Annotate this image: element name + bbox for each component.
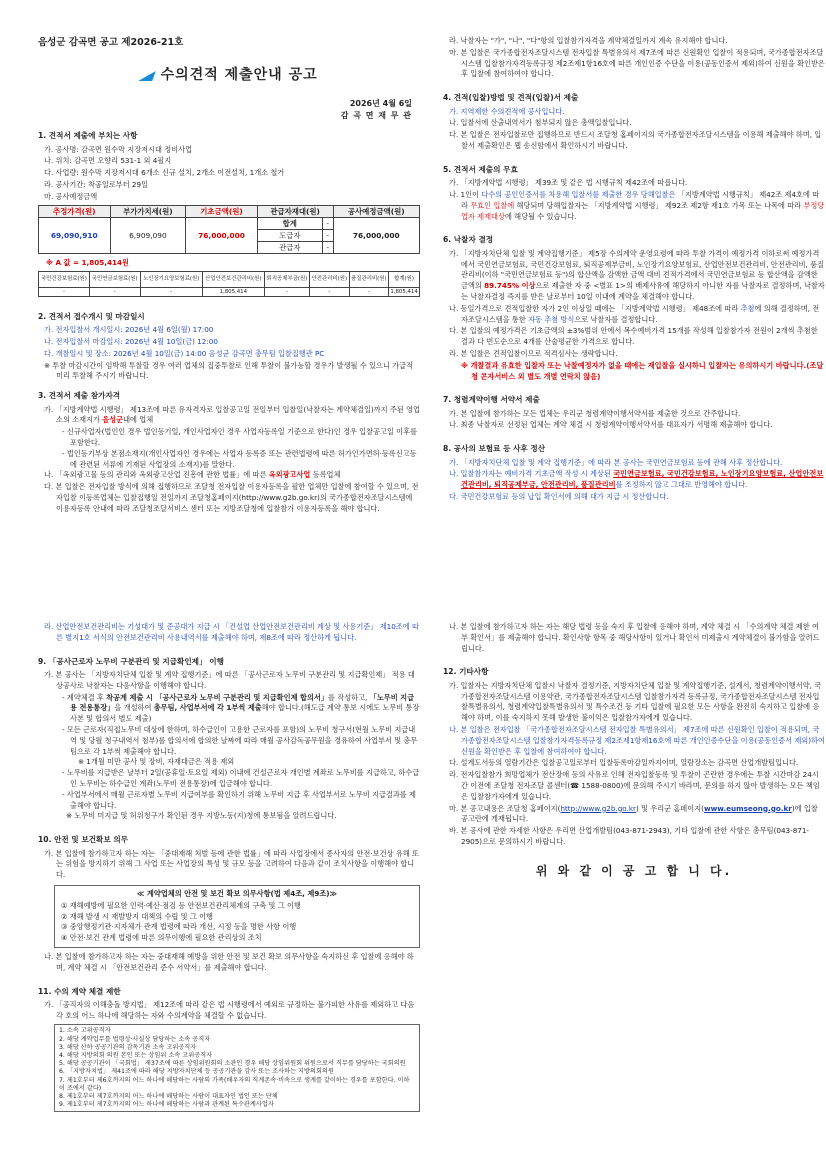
- price-table: [38, 205, 420, 254]
- section-11-heading: 11. 수의 계약 체결 제한: [38, 986, 121, 996]
- s10-box-item: ③ 중앙행정기관·지자체가 관계 법령에 따라 개선, 시정 등을 명한 사항 이행: [61, 922, 297, 932]
- left-column-top: [38, 36, 420, 516]
- s11-item: 가. 「공직자의 이해충돌 방지법」 제12조에 따라 같은 법 시행령에서 예외로 규정하는 불가피한 사유를 제외하고 다음 각 호의 어느 하나에 해당하는 자와 수의계약을 체결할 수 없습니다.: [44, 999, 415, 1020]
- section-2-heading: 2. 견적서 접수개시 및 마감일시: [38, 311, 145, 321]
- a-cell: -: [349, 287, 389, 296]
- s11-list-item: 2. 해당 계약업무를 법령상·사실상 담당하는 소속 공직자: [59, 1035, 211, 1043]
- s6-b2: 에 의해 결정하며, 전자조달시스템을 통한: [461, 303, 820, 324]
- base-price: 76,000,000: [186, 217, 258, 253]
- s6-item: 라. 본 입찰은 견적입찰이므로 적격심사는 생략합니다.: [449, 348, 618, 358]
- s3-item-a: [44, 405, 420, 427]
- s2-note: ※ 투찰 마감시간이 임박해 투찰할 경우 여러 업체의 집중투찰로 인해 투찰이 불가능할 경우가 발생될 수 있으니 가급적 미리 투찰해 주시기 바랍니다.: [44, 360, 413, 381]
- s3-b-text: 나. 「옥외광고물 등의 관리와 옥외광고산업 진흥에 관한 법률」에 따른: [44, 470, 269, 480]
- s9-1e: 해야 합니다.(해도급 계약 통보 시에도 노무비 통장사본 및 합의서 별도 제출): [70, 703, 420, 724]
- s6-b3: 으로 낙찰자를 결정합니다.: [574, 314, 658, 324]
- s11-list-item: 1. 소속 고위공직자: [59, 1027, 111, 1035]
- s7-item: 가. 본 입찰에 참가하는 모든 업체는 우리군 청렴계약이행서약서를 제출한 것으로 간주합니다.: [449, 408, 741, 418]
- s11-list-item: 6. 「지방자치법」 제41조에 따라 해당 지방자치단체 등 공공기관을 감사 또는 조사하는 지방의회의원: [59, 1068, 334, 1076]
- right-column-bottom: [443, 622, 825, 880]
- s4-a: 가. 지역제한 수의견적에 공사입니다.: [449, 106, 565, 116]
- s10-item: 나. 본 입찰에 참가하고자 하는 자는 중대재해 예방을 위한 안전 및 보건 확보 의무사항을 숙지하신 후 입찰에 응해야 하며, 계약 체결 시 「안전보건관리 준수 서약서」를 제출해야 합니다.: [44, 951, 414, 972]
- s8-item: 다. 국민건강보험료 등의 납입 확인서에 의해 대가 지급 시 정산합니다.: [449, 492, 669, 502]
- s1-item: 마. 공사예정금액: [44, 191, 98, 201]
- price-header: 부가가치세(원): [110, 205, 186, 217]
- page-title: 수의견적 제출안내 공고: [160, 67, 318, 84]
- s6-b-hl2: 자동 추첨 방식: [528, 314, 575, 324]
- s1-item: 나. 위치: 감곡면 오향리 531-1 외 4필지: [44, 156, 172, 166]
- a-header: 퇴직공제부금(원): [264, 271, 309, 287]
- a-cell: -: [310, 287, 350, 296]
- s3-item-ra: 라. 낙찰자는 "가", "나", "다"항의 입찰참가자격을 계약체결일까지 계속 유지해야 합니다.: [449, 36, 728, 45]
- s9-sub-note: ※ 1개월 미만 공사 및 장비, 자재대금은 적용 제외: [78, 757, 235, 767]
- s7-item: 나. 최종 낙찰자로 선정된 업체는 계약 체결 시 청렴계약이행서약서를 대표자가 서명해 제출해야 합니다.: [449, 420, 773, 430]
- s3-item-ma: 마. 본 입찰은 국가종합전자조달시스템 전자입찰 특별유의서 제7조에 따른 신원확인 입찰이 적용되며, 국가종합전자조달시스템 입찰참가자격등록규정 제2조제1항16호에 따른 개인인증 수단을 이용(공동인증서 제외)하여 신원을 확인받은 후 입찰에 참여하여야 합니다.: [449, 47, 825, 79]
- estimated-price: 69,090,910: [39, 217, 111, 253]
- s6-note: ※ 개찰결과 유효한 입찰자 또는 낙찰예정자가 없을 때에는 재입찰을 실시하니 입찰자는 유의하시기 바랍니다.(조달청 콘자서비스 외 별도 개별 연락치 않음): [461, 360, 824, 381]
- price-header: 공사예정금액(원): [333, 205, 419, 217]
- a-header: 품질관리비(원): [349, 271, 389, 287]
- title-row: [38, 65, 420, 86]
- s3-sub: - 신규사업자(법인인 경우 법인등기일, 개인사업자인 경우 사업자등록일 기준으로 한다)인 경우 입찰공고일 이후를 포함한다.: [62, 427, 418, 448]
- s5-b-hl1: 다수의 공인인증서를 차용해 입찰서를 제출한 경우 당해입찰은: [481, 189, 676, 199]
- s12-item: 가. 입찰자는 지방자치단체 입찰시 낙찰자 결정기준, 지방자치단체 입찰 및 계약집행기준, 설계서, 청렴계약이행서약, 국가종합전자조달시스템 이용약관, 국가종합전자조달시스템 입찰참가자격 등록규정, 국가종합전자조달시스템 전자입찰특별유의서, 청렴계약입찰특별유의서 및 특수조건 등 기타 입찰에 필요한 모든 사항을 완전히 숙지하고 입찰에 응해야 하며, 이를 숙지하지 못해 발생한 불이익은 입찰참가자에게 있습니다.: [449, 680, 822, 723]
- section-3-heading: 3. 견적서 제출 참가자격: [38, 391, 121, 401]
- s10-item: 가. 본 입찰에 참가하고자 하는 자는 「중대재해 처벌 등에 관한 법률」에 따라 사업장에서 종사자의 안전·보건상 유해 또는 위험을 방지하기 위해 그 사업 또는 사업장의 특성 및 규모 등을 고려하여 다음과 같이 조치사항을 이행해야 합니다.: [44, 848, 419, 880]
- s1-item: 다. 사업량: 원수막 지장저시대 6개소 신규 설치, 2개소 이전설치, 1개소 철거: [44, 168, 285, 178]
- s9-1d: 을 개설하여: [114, 703, 154, 713]
- section-12-heading: 12. 기타사항: [443, 667, 489, 677]
- s10-obligation-box: [54, 885, 420, 948]
- s6-item-a: [449, 249, 825, 303]
- left-column-bottom: [38, 622, 420, 1112]
- s11-list-item: 5. 해당 공공기관이 「국회법」 제37조에 따른 상임위원회의 소관인 경우 해당 상임위원회 위원으로서 직무를 담당하는 국회의원: [59, 1060, 406, 1068]
- g2b-link[interactable]: http://www.g2b.go.kr: [560, 803, 636, 813]
- vat: 6,909,090: [110, 217, 186, 253]
- s12-item: 라. 전자입찰참가 희망업체가 전산장애 등의 사유로 인해 전자입찰등록 및 투찰이 곤란한 경우에는 투찰 시간마감 24시간 이전에 조달청 전자조달 콜센터(☎ 1588-0800)에 문의해 주시기 바라며, 문의를 하지 않아 발생하는 모든 책임은 입찰참가자에게 있습니다.: [449, 770, 820, 801]
- s5-b-hl3: 부정당업자 제재대상: [461, 200, 825, 221]
- s6-b1: 나. 동일가격으로 견적입찰한 자가 2인 이상일 때에는 「지방계약법 시행령」 제48조에 따라: [449, 303, 741, 313]
- s8-item: 가. 「지방자치단체 입찰 및 계약 집행기준」에 따라 본 공사는 국민연금보험료 등에 관해 사후 정산합니다.: [449, 457, 783, 467]
- a-cell: 1,805,414: [202, 287, 264, 296]
- a-header: 국민건강보험료(원): [39, 271, 90, 287]
- s6-b-hl: 추첨: [740, 303, 755, 313]
- s2-item: 다. 개찰일시 및 장소: 2026년 4월 10일(금) 14:00 음성군 감곡면 총무팀 입찰집행관 PC: [44, 348, 325, 358]
- s8-b-hl: 국민연금보험료, 국민건강보험료, 노인장기요양보험료, 산업안전보건관리비, 퇴직공제부금, 안전관리비, 품질관리비: [461, 469, 824, 490]
- s11-list-item: 3. 해당 산하 공공기관의 감독기관 소속 고위공직자: [59, 1043, 197, 1051]
- s3-b-tail: 등록업체: [310, 470, 341, 480]
- section-10-heading: 10. 안전 및 보건확보 의무: [38, 835, 129, 845]
- s12-e3: )에 입찰 공고란에 게재됩니다.: [461, 803, 818, 824]
- price-header: 추정가격(원): [39, 205, 111, 217]
- s10-box-item: ④ 안전·보건 관계 법령에 따른 의무이행에 필요한 관리상의 조치: [61, 933, 262, 943]
- s8-item-ra: 라. 산업안전보건관리비는 기성대가 및 준공대가 지급 시 「건설업 산업안전보건관리비 계상 및 사용기준」 제10조에 따른 별지1호 서식의 안전보건관리비 사용내역서를 제출해야 하며, 제8조에 따라 정산하게 됩니다.: [44, 622, 419, 642]
- title-logo-icon: [139, 71, 157, 81]
- s9-sub: - 노무비를 지급받은 날부터 2일(공휴일·토요일 제외) 이내에 건설근로자 개인별 계좌로 노무비를 지급하고, 하수급인 노무비는 하수급인 계좌(노무비 전용통장)에 입금해야 합니다.: [62, 768, 420, 788]
- s11-list-item: 4. 해당 지방의회 의원 본인 또는 상임위 소속 고위공직자: [59, 1052, 213, 1060]
- s11-list-item: 8. 제1호부터 제7호까지의 어느 하나에 해당하는 사람이 대표자인 법인 또는 단체: [59, 1092, 278, 1100]
- s6-a-hl: 89.745% 이상: [484, 281, 536, 291]
- eumseong-link[interactable]: www.eumseong.go.kr: [703, 803, 792, 813]
- section-6-heading: 6. 낙찰자 결정: [443, 235, 494, 245]
- a-cell: -: [140, 287, 202, 296]
- s4-item: 나. 입찰서에 산출내역서가 첨부되지 않은 총액입찰입니다.: [449, 118, 632, 128]
- price-header: 기초금액(원): [186, 205, 258, 217]
- s9-note: ※ 노무비 미지급 및 허위청구가 확인된 경우 지방노동(지)청에 통보됨을 알려드립니다.: [66, 811, 337, 821]
- s11-list-item: 7. 제1호부터 제6호까지의 어느 하나에 해당하는 사람의 가족(배우자의 직계존속·비속으로 생계를 같이하는 경우를 포함한다. 이하 이 조에서 같다): [59, 1076, 410, 1092]
- s12-e2: ) 및 우리군 홈페이지(: [635, 803, 704, 813]
- section-1-heading: 1. 견적서 제출에 부치는 사항: [38, 131, 138, 141]
- s6-a1: 가. 「지방자치단체 입찰 및 계약집행기준」 제5장 수의계약 운영요령에 따라 투찰 가격이 예정가격 이하로써 예정가격에서 국민연금보험료, 국민건강보험료, 퇴직공제부금비, 노인장기요양보험료, 산업안전보건관리비, 안전관리비, 품질관리비(이하 "국민연금보험료 등")의 합산액을 감액한 금액 대비 견적가격에서 국민연금보험료 등 합산액을 감액한 금액의: [449, 248, 824, 291]
- section-8-heading: 8. 공사의 보험료 등 사후 정산: [443, 444, 546, 454]
- planned-price: 76,000,000: [333, 217, 419, 253]
- s8-b1: 나. 입찰참가자는 예비가격 기초금액 작성 시 계상된: [449, 469, 614, 479]
- notice-number: 음성군 감곡면 공고 제2026-21호: [38, 37, 184, 48]
- s9-1b2: 「노무비 지급용 전용통장」: [70, 692, 415, 713]
- s9-sub: - 모든 근로자(직접노무비 대상에 한하며, 하수급인이 고용한 근로자를 포함)의 노무비 청구서(현월 노무비 지급내역 및 당월 청구내역서 첨부)를 합의서에 합의한 날짜에 따라 매월 공사감독공무원을 경유하여 사업부서 및 총무팀으로 각 1부씩 제출해야 합니다.: [62, 724, 418, 756]
- s8-item-b: [449, 469, 825, 491]
- s6-item: 다. 본 입찰의 예정가격은 기초금액의 ±3%범위 안에서 복수예비가격 15개를 작성해 입찰참가자 전원이 2개씩 추첨한 결과 다 빈도순으로 4개를 산술평균한 가격으로 합니다.: [449, 326, 818, 347]
- s9-1b3: 총무팀, 사업부서에 각 1부씩 제출: [153, 703, 262, 713]
- s3-item-b: [44, 470, 420, 481]
- s1-item: 라. 공사기간: 착공일로부터 29일: [44, 180, 149, 190]
- a-cell: -: [264, 287, 309, 296]
- gwangub-value: -: [322, 241, 333, 253]
- s9-item: 가. 본 공사는 「지방자치단체 입찰 및 계약 집행기준」에 따른 「공사근로자 노무비 구분관리 및 지급확인제」 적용 대상공사로 낙찰자는 다음사항을 이행해야 합니다.: [44, 669, 415, 690]
- s12-e1: 마. 본 공고내용은 조달청 홈페이지(: [449, 803, 561, 813]
- s6-item-b: [449, 304, 825, 326]
- s11-list-item: 9. 제1호부터 제7호까지의 어느 하나에 해당하는 사람과 관계된 특수관계사업자: [59, 1101, 274, 1109]
- s3-sub: - 법인등기부상 본점소재지(개인사업자인 경우에는 사업자 등록증 또는 관련법령에 따른 허가인가면허·등록신고등에 관련된 서류에 기재된 사업장의 소재지)를 말한다.: [62, 448, 417, 469]
- s12-item: 다. 설계도서등의 열람기간은 입찰공고일로부터 입찰등록마감일까지이며, 열람장소는 감곡면 산업개발팀입니다.: [449, 758, 799, 768]
- s9-1a: - 계약체결 후: [62, 692, 107, 702]
- a-cell: 1,805,414: [390, 288, 418, 295]
- s10-box-item: ① 재해예방에 필요한 인력·예산·점검 등 안전보건관리체계의 구축 및 그 이행: [61, 900, 301, 910]
- price-header: 관급자재대(원): [257, 205, 333, 217]
- a-value: ※ A 값 = 1,805,414원: [46, 258, 129, 268]
- s5-b-hl2: 무효인 입찰에: [470, 200, 515, 210]
- a-header: 산업안전보건관리비(원): [202, 271, 264, 287]
- s10-box-item: ② 재해 발생 시 재발방지 대책의 수립 및 그 이행: [61, 911, 213, 921]
- s9-sub-1: [62, 693, 420, 725]
- section-9-heading: 9. 「공사근로자 노무비 구분관리 및 지급확인제」 이행: [38, 656, 224, 666]
- s3-a-tail: 내에 업체: [123, 415, 154, 425]
- s9-1c: 를 작성하고,: [328, 692, 370, 702]
- s11-item-na: 나. 본 입찰에 참가하고자 하는 자는 해당 법령 등을 숙지 후 입찰에 응해야 하며, 계약 체결 시 「수의계약 체결 제한 여부 확인서」를 제출해야 합니다. 확인사항 항목 중 해당사항이 있거나 확인서 미제출시 계약체결이 불가함을 알려드립니다.: [449, 622, 820, 653]
- s5-b1: 나. 1인이: [449, 189, 482, 199]
- notice-issuer: 감 곡 면 재 무 관: [340, 111, 412, 121]
- right-column-top: [443, 36, 825, 504]
- closing-statement: 위 와 같 이 공 고 합 니 다.: [535, 863, 733, 878]
- s5-b2: 「지방계약법 시행규칙」 제42조 제4호에 따라: [461, 189, 820, 210]
- section-7-heading: 7. 청렴계약이행 서약서 제출: [443, 395, 540, 405]
- s2-item: 나. 전자입찰서 마감일시: 2026년 4월 10일(금) 12:00: [44, 337, 218, 347]
- s3-b-highlight: 옥외광고사업: [268, 470, 311, 480]
- a-header: 노인장기요양보험료(원): [140, 271, 202, 287]
- a-header: 안전관리비(원): [310, 271, 350, 287]
- sum-label: 합계: [257, 217, 322, 229]
- a-header: 국민연금보험료(원): [89, 271, 140, 287]
- s5-b4: 에 해당될 수 있습니다.: [504, 211, 577, 221]
- s5-b3: 해당되며 당해입찰자는 「지방계약법 시행령」 제92조 제2항 제1호 가목 또는 나목에 따라: [514, 200, 804, 210]
- section-4-heading: 4. 견적(입찰)방법 및 견적(입찰)서 제출: [443, 93, 579, 103]
- s11-restriction-list: [54, 1024, 420, 1112]
- a-cell: -: [39, 287, 90, 296]
- s4-item: 다. 본 입찰은 전자입찰로만 집행하므로 반드시 조달청 홈페이지의 국가종합전자조달시스템을 이용해 제출해야 하며, 입찰서 제출확인은 웹 송신함에서 확인하시기 바랍니다.: [449, 130, 822, 150]
- gwangub-label: 관급자: [257, 241, 322, 253]
- s12-item: 바. 본 공사에 관한 자세한 사항은 우리면 산업개발팀(043-871-2943), 기타 입찰에 관한 사항은 총무팀(043-871-2905)으로 문의하시기 바랍니다.: [449, 826, 810, 846]
- s9-1b1: 착공계 제출 시 「공사근로자 노무비 구분관리 및 지급확인제 합의서」: [106, 692, 329, 702]
- s10-box-title: ≪ 계약업체의 안전 및 보건 확보 의무사항(법 제4조, 제9조)≫: [136, 888, 338, 898]
- s6-a2: 으로 제출한 자 중 <별표 1>의 배제사유에 해당하지 아니한 자를 낙찰자로 결정하며, 낙찰자는 낙찰자결정 즉지를 받은 날로부터 10일 이내에 계약을 체결해야 합니다.: [461, 281, 825, 301]
- s3-a-text: 가. 「지방계약법 시행령」 제13조에 따른 유자격자로 입찰공고일 전일부터 입찰일(낙찰자는 계약체결일)까지 주된 영업소의 소재지가: [44, 404, 420, 425]
- a-value-table: [38, 271, 420, 297]
- s2-item: 가. 전자입찰서 개시일시: 2026년 4월 6일(월) 17:00: [44, 325, 214, 335]
- a-cell: -: [89, 287, 140, 296]
- dogub-value: -: [322, 229, 333, 241]
- s12-item: 나. 본 입찰은 전자입찰 「국가종합전자조달시스템 전자입찰 특별유의서」 제7조에 따른 신원확인 입찰이 적용되며, 국가종합전자조달시스템 입찰참가자격등록규정 제2조제1항제16호에 따른 개인인증수단을 이용(공동인증서 제외)하여 신원을 확인받은 후 입찰에 참여하여야 합니다.: [449, 724, 825, 756]
- s3-item-c: 다. 본 입찰은 전자입찰 방식에 의해 집행하므로 조달청 전자입찰 이용자등록을 필한 업체만 입찰에 참여할 수 있으며, 전자입찰 이등록업체는 입찰집행일 전일까지 조달청홈페이지(http://www.g2b.go.kr)의 국가종합전자조달시스템에 이용자등록 안내에 따라 조달청조달서비스 센터 또는 지방조달청에 입찰참가 이용자등록을 해야 합니다.: [44, 482, 419, 513]
- s12-item-ma: [449, 804, 825, 826]
- section-5-heading: 5. 견적서 제출의 무효: [443, 164, 518, 174]
- a-header: 합계(원): [389, 271, 420, 287]
- sum-value: -: [322, 217, 333, 229]
- dogub-label: 도급자: [257, 229, 322, 241]
- s3-a-highlight: 음성군: [102, 415, 124, 425]
- s8-b2: 를 조정하지 않고 그대로 반영해야 합니다.: [615, 480, 748, 490]
- s5-item: 가. 「지방계약법 시행령」 제39조 및 같은 법 시행규칙 제42조에 따릅니다.: [449, 178, 688, 188]
- s1-item: 가. 공사명: 감곡면 원수막 지장저시대 정비사업: [44, 144, 193, 154]
- s9-sub: - 사업부서에서 매월 근로자별 노무비 지급여부를 확인하기 위해 노무비 지급 후 사업부서로 노무비 지급결과를 제출해야 합니다.: [62, 789, 416, 810]
- notice-date: 2026년 4월 6일: [349, 99, 412, 109]
- s4-item: [449, 107, 825, 118]
- s5-item-b: [449, 190, 825, 222]
